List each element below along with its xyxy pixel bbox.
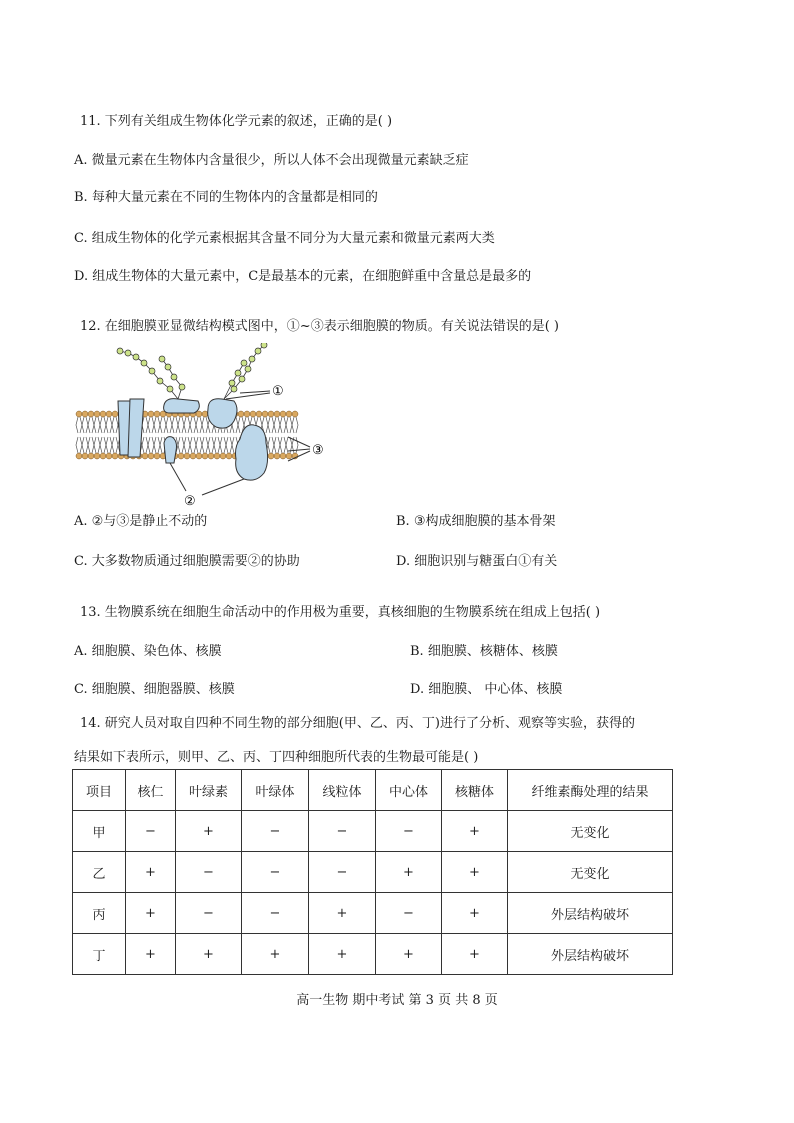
transmembrane-protein (236, 425, 268, 480)
table-cell: + (376, 852, 442, 893)
table-cell: 丁 (73, 934, 126, 975)
table-cell: + (442, 852, 508, 893)
q12-option-a: A. ②与③是静止不动的 (74, 514, 208, 529)
table-cell: 无变化 (508, 852, 673, 893)
table-cell: + (442, 811, 508, 852)
table-cell: + (442, 893, 508, 934)
label-3: ③ (312, 443, 324, 458)
page-footer: 高一生物 期中考试 第 3 页 共 8 页 (296, 993, 498, 1008)
q12-stem: 12. 在细胞膜亚显微结构模式图中，①~③表示细胞膜的物质。有关说法错误的是( ) (80, 319, 559, 334)
table-cell: + (126, 934, 176, 975)
q14-stem-line2: 结果如下表所示，则甲、乙、丙、丁四种细胞所代表的生物最可能是( ) (74, 750, 479, 765)
table-header-cell: 项目 (73, 770, 126, 811)
q12-option-d: D. 细胞识别与糖蛋白①有关 (396, 554, 558, 569)
table-row (73, 852, 673, 893)
table-cell: − (176, 852, 242, 893)
q13-option-c: C. 细胞膜、细胞器膜、核膜 (74, 682, 235, 697)
table-cell: − (176, 893, 242, 934)
table-cell: − (376, 811, 442, 852)
q12-option-b: B. ③构成细胞膜的基本骨架 (396, 514, 556, 529)
table-cell: 外层结构破坏 (508, 893, 673, 934)
table-cell: + (376, 934, 442, 975)
embedded-protein (164, 437, 177, 463)
q13-option-d: D. 细胞膜、 中心体、核膜 (410, 682, 563, 697)
results-table (72, 769, 673, 975)
label-2: ② (184, 494, 196, 509)
peripheral-protein (164, 399, 200, 413)
table-row (73, 893, 673, 934)
table-row (73, 934, 673, 975)
table-cell: − (242, 852, 309, 893)
sugar-chains (117, 343, 267, 399)
table-cell: 甲 (73, 811, 126, 852)
q11-option-a: A. 微量元素在生物体内含量很少，所以人体不会出现微量元素缺乏症 (74, 153, 469, 168)
glycoprotein (208, 399, 237, 428)
q13-option-a: A. 细胞膜、染色体、核膜 (74, 644, 222, 659)
table-cell: + (176, 934, 242, 975)
table-header-cell: 叶绿素 (176, 770, 242, 811)
table-cell: + (126, 893, 176, 934)
table-header-cell: 叶绿体 (242, 770, 309, 811)
table-header-cell: 核糖体 (442, 770, 508, 811)
q12-option-c: C. 大多数物质通过细胞膜需要②的协助 (74, 554, 300, 569)
table-header-cell: 线粒体 (309, 770, 376, 811)
table-cell: + (309, 934, 376, 975)
table-cell: − (309, 852, 376, 893)
q13-option-b: B. 细胞膜、核糖体、核膜 (410, 644, 558, 659)
table-row (73, 811, 673, 852)
table-cell: + (309, 893, 376, 934)
table-header-cell: 中心体 (376, 770, 442, 811)
table-header-row (73, 770, 673, 811)
q11-option-b: B. 每种大量元素在不同的生物体内的含量都是相同的 (74, 190, 378, 205)
table-cell: + (442, 934, 508, 975)
table-cell: − (376, 893, 442, 934)
table-cell: + (126, 852, 176, 893)
q11-option-d: D. 组成生物体的大量元素中，C是最基本的元素，在细胞鲜重中含量总是最多的 (74, 269, 532, 284)
label-1: ① (272, 384, 284, 399)
table-header-cell: 核仁 (126, 770, 176, 811)
table-cell: 丙 (73, 893, 126, 934)
table-cell: − (309, 811, 376, 852)
table-cell: − (242, 811, 309, 852)
table-cell: 乙 (73, 852, 126, 893)
table-cell: + (176, 811, 242, 852)
table-header-cell: 纤维素酶处理的结果 (508, 770, 673, 811)
table-cell: 外层结构破坏 (508, 934, 673, 975)
cell-membrane-diagram (74, 343, 344, 515)
table-cell: − (126, 811, 176, 852)
q11-option-c: C. 组成生物体的化学元素根据其含量不同分为大量元素和微量元素两大类 (74, 231, 495, 246)
table-cell: − (242, 893, 309, 934)
table-cell: + (242, 934, 309, 975)
table-cell: 无变化 (508, 811, 673, 852)
q14-stem-line1: 14. 研究人员对取自四种不同生物的部分细胞(甲、乙、丙、丁)进行了分析、观察等实验，获得的 (80, 716, 635, 731)
q11-stem: 11. 下列有关组成生物体化学元素的叙述，正确的是( ) (80, 114, 393, 129)
q13-stem: 13. 生物膜系统在细胞生命活动中的作用极为重要，真核细胞的生物膜系统在组成上包括( ) (80, 605, 601, 620)
